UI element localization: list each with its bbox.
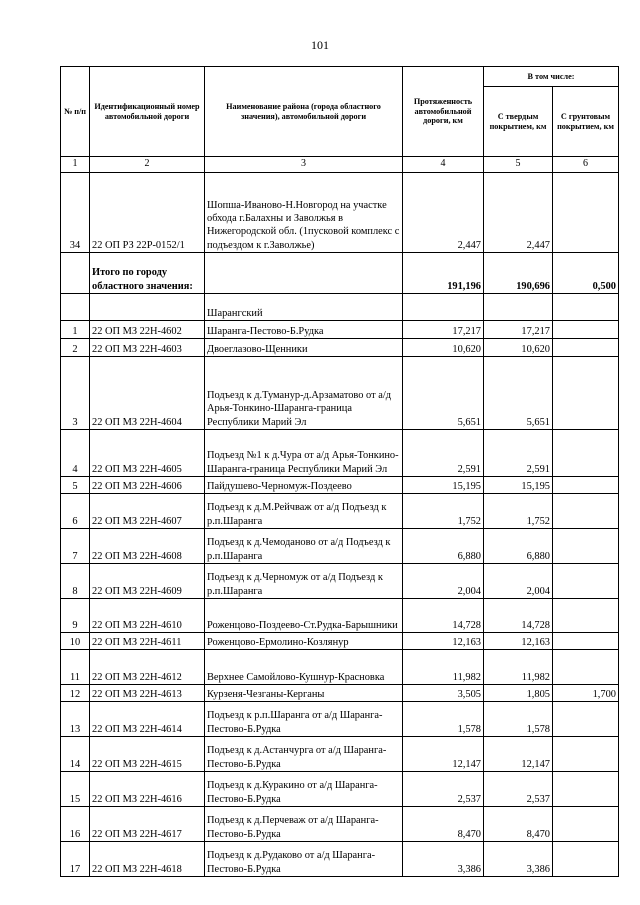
table-row	[61, 357, 619, 430]
table-row	[61, 173, 619, 253]
table-row	[61, 772, 619, 807]
table-row	[61, 633, 619, 650]
header-including: В том числе:	[484, 67, 619, 87]
road-dirt-length	[553, 357, 619, 430]
row-number: 12	[61, 685, 90, 702]
road-hard-length: 2,537	[484, 772, 553, 807]
road-dirt-length	[553, 599, 619, 633]
district-empty-cell	[484, 294, 553, 321]
road-length: 2,004	[403, 564, 484, 599]
column-numbers-row	[61, 157, 619, 173]
total-empty-cell	[205, 253, 403, 294]
road-name: Подъезд к д.М.Рейчваж от а/д Подъезд к р.п.Шаранга	[205, 494, 403, 529]
total-length: 191,196	[403, 253, 484, 294]
road-name: Пайдушево-Черномуж-Поздеево	[205, 477, 403, 494]
total-hard-length: 190,696	[484, 253, 553, 294]
header-num: № п/п	[61, 67, 90, 157]
road-name: Шаранга-Пестово-Б.Рудка	[205, 321, 403, 339]
road-dirt-length	[553, 633, 619, 650]
road-dirt-length	[553, 564, 619, 599]
road-id: 22 ОП МЗ 22Н-4613	[90, 685, 205, 702]
row-number: 7	[61, 529, 90, 564]
road-dirt-length: 1,700	[553, 685, 619, 702]
road-dirt-length	[553, 494, 619, 529]
road-id: 22 ОП МЗ 22Н-4615	[90, 737, 205, 772]
total-dirt-length: 0,500	[553, 253, 619, 294]
road-id: 22 ОП МЗ 22Н-4602	[90, 321, 205, 339]
road-hard-length: 14,728	[484, 599, 553, 633]
road-name: Подъезд к д.Рудаково от а/д Шаранга-Пестово-Б.Рудка	[205, 842, 403, 877]
road-dirt-length	[553, 807, 619, 842]
road-hard-length: 2,591	[484, 430, 553, 477]
header-length: Протяженность автомобильной дороги, км	[403, 67, 484, 157]
roads-table	[60, 66, 619, 877]
table-row	[61, 430, 619, 477]
road-length: 3,386	[403, 842, 484, 877]
road-id: 22 ОП МЗ 22Н-4606	[90, 477, 205, 494]
road-hard-length: 12,147	[484, 737, 553, 772]
row-number: 15	[61, 772, 90, 807]
road-name: Подъезд №1 к д.Чура от а/д Арья-Тонкино-Шаранга-граница Республики Марий Эл	[205, 430, 403, 477]
road-id: 22 ОП РЗ 22Р-0152/1	[90, 173, 205, 253]
row-number: 34	[61, 173, 90, 253]
road-dirt-length	[553, 477, 619, 494]
road-hard-length: 15,195	[484, 477, 553, 494]
road-length: 2,447	[403, 173, 484, 253]
district-empty-cell	[403, 294, 484, 321]
total-empty-cell	[61, 253, 90, 294]
road-name: Двоеглазово-Щенники	[205, 339, 403, 357]
road-hard-length: 10,620	[484, 339, 553, 357]
row-number: 8	[61, 564, 90, 599]
row-number: 9	[61, 599, 90, 633]
road-name: Подъезд к д.Перчеваж от а/д Шаранга-Пестово-Б.Рудка	[205, 807, 403, 842]
road-dirt-length	[553, 702, 619, 737]
row-number: 3	[61, 357, 90, 430]
row-number: 1	[61, 321, 90, 339]
header-name: Наименование района (города областного значения), автомобильной дороги	[205, 67, 403, 157]
table-row	[61, 599, 619, 633]
road-hard-length: 1,752	[484, 494, 553, 529]
header-row-top	[61, 67, 619, 87]
road-dirt-length	[553, 321, 619, 339]
road-dirt-length	[553, 772, 619, 807]
row-number: 5	[61, 477, 90, 494]
road-dirt-length	[553, 430, 619, 477]
road-hard-length: 17,217	[484, 321, 553, 339]
road-dirt-length	[553, 650, 619, 685]
road-id: 22 ОП МЗ 22Н-4616	[90, 772, 205, 807]
road-hard-length: 3,386	[484, 842, 553, 877]
road-length: 5,651	[403, 357, 484, 430]
column-number: 1	[61, 157, 90, 173]
column-number: 5	[484, 157, 553, 173]
road-length: 2,537	[403, 772, 484, 807]
district-empty-cell	[90, 294, 205, 321]
road-name: Подъезд к д.Куракино от а/д Шаранга-Пестово-Б.Рудка	[205, 772, 403, 807]
column-number: 2	[90, 157, 205, 173]
road-length: 15,195	[403, 477, 484, 494]
road-hard-length: 2,447	[484, 173, 553, 253]
road-id: 22 ОП МЗ 22Н-4618	[90, 842, 205, 877]
road-length: 1,578	[403, 702, 484, 737]
road-length: 3,505	[403, 685, 484, 702]
road-dirt-length	[553, 737, 619, 772]
road-name: Подъезд к д.Чемоданово от а/д Подъезд к р.п.Шаранга	[205, 529, 403, 564]
row-number: 2	[61, 339, 90, 357]
road-name: Роженцово-Поздеево-Ст.Рудка-Барышники	[205, 599, 403, 633]
road-id: 22 ОП МЗ 22Н-4609	[90, 564, 205, 599]
road-name: Шопша-Иваново-Н.Новгород на участке обхода г.Балахны и Заволжья в Нижегородской обл. (1пусковой комплекс с подъездом к г.Заволжье)	[205, 173, 403, 253]
table-row	[61, 842, 619, 877]
row-number: 13	[61, 702, 90, 737]
road-id: 22 ОП МЗ 22Н-4605	[90, 430, 205, 477]
road-length: 2,591	[403, 430, 484, 477]
row-number: 17	[61, 842, 90, 877]
road-hard-length: 8,470	[484, 807, 553, 842]
road-name: Курзеня-Чезганы-Керганы	[205, 685, 403, 702]
road-hard-length: 2,004	[484, 564, 553, 599]
road-length: 17,217	[403, 321, 484, 339]
table-row	[61, 737, 619, 772]
road-hard-length: 6,880	[484, 529, 553, 564]
header-id: Идентификационный номер автомобильной дороги	[90, 67, 205, 157]
road-dirt-length	[553, 842, 619, 877]
row-number: 4	[61, 430, 90, 477]
road-id: 22 ОП МЗ 22Н-4611	[90, 633, 205, 650]
table-row	[61, 702, 619, 737]
table-row	[61, 650, 619, 685]
header-dirt: С грунтовым покрытием, км	[553, 87, 619, 157]
table-row	[61, 494, 619, 529]
road-id: 22 ОП МЗ 22Н-4604	[90, 357, 205, 430]
road-hard-length: 1,805	[484, 685, 553, 702]
table-row	[61, 807, 619, 842]
road-id: 22 ОП МЗ 22Н-4617	[90, 807, 205, 842]
road-name: Подъезд к д.Тумануp-д.Арзаматово от а/д Арья-Тонкино-Шаранга-граница Республики Марий Эл	[205, 357, 403, 430]
table-row	[61, 477, 619, 494]
column-number: 6	[553, 157, 619, 173]
road-hard-length: 12,163	[484, 633, 553, 650]
column-number: 4	[403, 157, 484, 173]
row-number: 6	[61, 494, 90, 529]
road-length: 14,728	[403, 599, 484, 633]
district-empty-cell	[553, 294, 619, 321]
road-length: 6,880	[403, 529, 484, 564]
road-id: 22 ОП МЗ 22Н-4614	[90, 702, 205, 737]
road-id: 22 ОП МЗ 22Н-4610	[90, 599, 205, 633]
row-number: 11	[61, 650, 90, 685]
road-id: 22 ОП МЗ 22Н-4607	[90, 494, 205, 529]
road-length: 8,470	[403, 807, 484, 842]
road-hard-length: 11,982	[484, 650, 553, 685]
road-name: Верхнее Самойлово-Кушнур-Красновка	[205, 650, 403, 685]
road-hard-length: 5,651	[484, 357, 553, 430]
row-number: 14	[61, 737, 90, 772]
page-number: 101	[311, 38, 329, 52]
table-row	[61, 564, 619, 599]
table-row	[61, 685, 619, 702]
district-name: Шарангский	[205, 294, 403, 321]
row-number: 16	[61, 807, 90, 842]
road-name: Подъезд к д.Астанчурга от а/д Шаранга-Пестово-Б.Рудка	[205, 737, 403, 772]
road-length: 12,147	[403, 737, 484, 772]
table-row	[61, 529, 619, 564]
road-name: Подъезд к р.п.Шаранга от а/д Шаранга-Пестово-Б.Рудка	[205, 702, 403, 737]
road-name: Подъезд к д.Черномуж от а/д Подъезд к р.п.Шаранга	[205, 564, 403, 599]
road-dirt-length	[553, 529, 619, 564]
district-empty-cell	[61, 294, 90, 321]
table-row	[61, 321, 619, 339]
road-dirt-length	[553, 173, 619, 253]
road-length: 11,982	[403, 650, 484, 685]
road-length: 12,163	[403, 633, 484, 650]
district-row	[61, 294, 619, 321]
road-hard-length: 1,578	[484, 702, 553, 737]
road-name: Роженцово-Ермолино-Козлянур	[205, 633, 403, 650]
column-number: 3	[205, 157, 403, 173]
total-row	[61, 253, 619, 294]
road-id: 22 ОП МЗ 22Н-4603	[90, 339, 205, 357]
road-length: 10,620	[403, 339, 484, 357]
road-length: 1,752	[403, 494, 484, 529]
table-row	[61, 339, 619, 357]
header-hard: С твердым покрытием, км	[484, 87, 553, 157]
road-id: 22 ОП МЗ 22Н-4612	[90, 650, 205, 685]
road-dirt-length	[553, 339, 619, 357]
total-label: Итого по городу областного значения:	[90, 253, 205, 294]
road-id: 22 ОП МЗ 22Н-4608	[90, 529, 205, 564]
row-number: 10	[61, 633, 90, 650]
